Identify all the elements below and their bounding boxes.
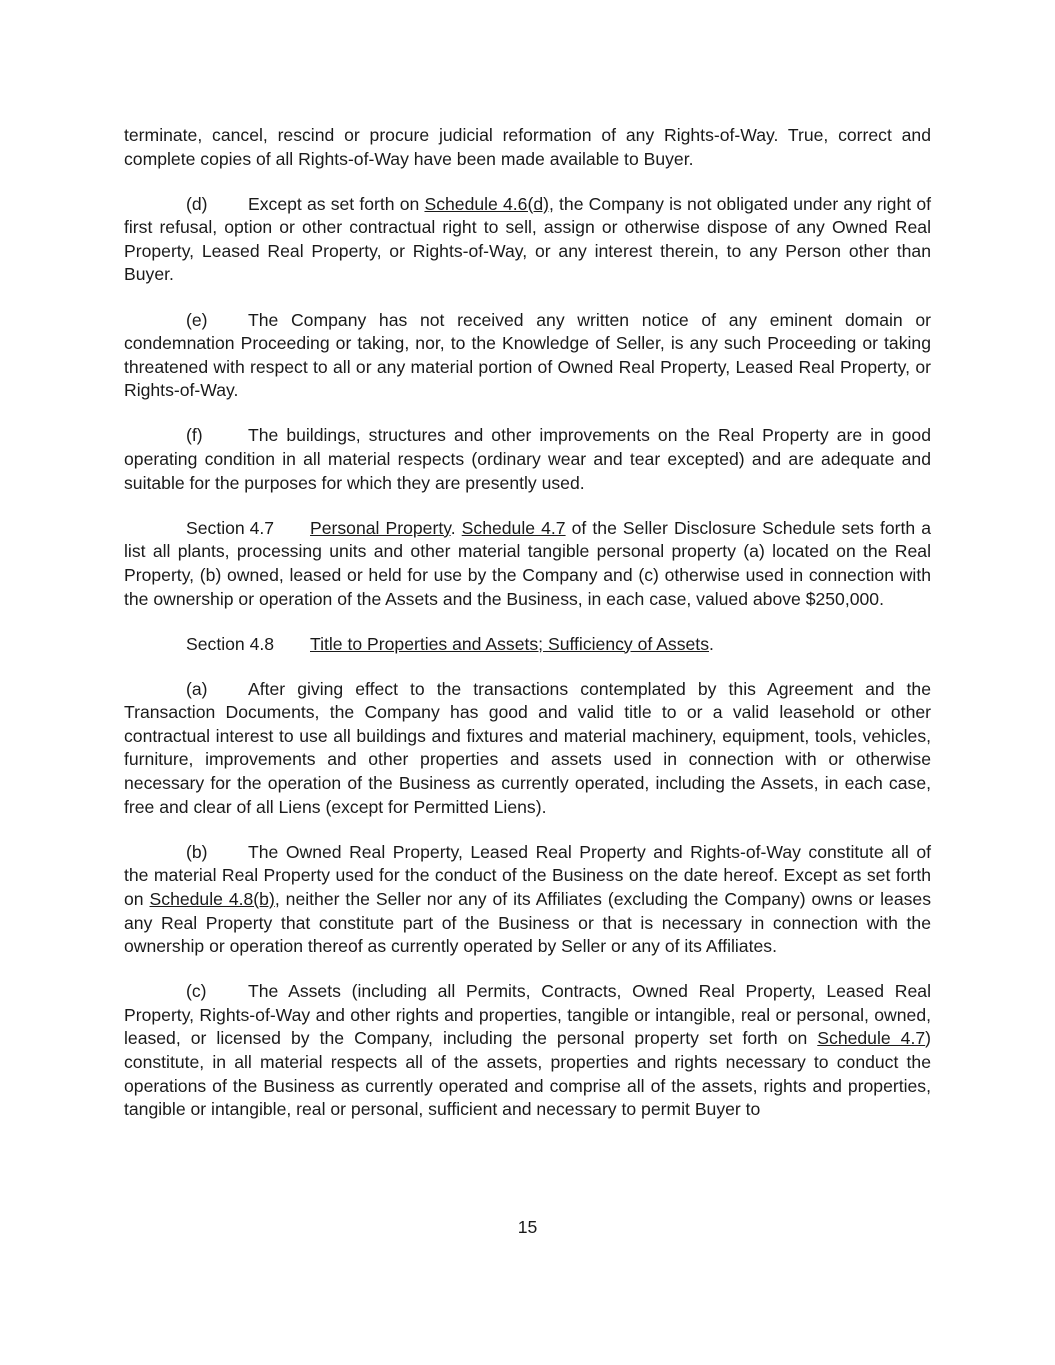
paragraph-4-8-b [124,841,931,959]
paragraph-text: The Assets (including all Permits, Contracts, Owned Real Property, Leased Real Property, Rights-of-Way and other rights and properties, tangible or intangible, real or personal, owned, leased, or licensed by the Company, including the personal property set forth on [124,981,931,1049]
paragraph-text: ) constitute, in all material respects all of the assets, properties and rights necessary to conduct the operations of the Business as currently operated and comprise all of the assets, rights and properties, tangible or intangible, real or personal, sufficient and necessary to permit Buyer to [124,1028,931,1120]
document-page [124,124,931,1122]
paragraph-4-8-a [124,678,931,820]
paragraph-4-6-e [124,309,931,403]
paragraph-4-8-c [124,980,931,1122]
paragraph-text: Except as set forth on [248,193,425,214]
section-title: Personal Property [310,517,451,538]
paragraph-text: The Company has not received any written notice of any eminent domain or condemnation Proceeding or taking, nor, to the Knowledge of Seller, is any such Proceeding or taking threatened with respect to all or any material portion of Owned Real Property, Leased Real Property, or Rights-of-Way. [124,309,931,401]
clause-label: (a) [186,678,208,699]
section-4-8-heading [124,633,931,657]
paragraph-text: . [709,633,714,654]
paragraph-text: . [450,517,462,538]
paragraph-text: , the Company is not obligated under any right of first refusal, option or other contractual right to sell, assign or otherwise dispose of any Owned Real Property, Leased Real Property, or Rights-of-Way, or any interest therein, to any Person other than Buyer. [124,193,931,285]
schedule-reference: Schedule 4.6(d) [424,193,549,214]
clause-label: (d) [186,193,208,214]
section-label: Section 4.7 [186,517,275,538]
paragraph-text: of the Seller Disclosure Schedule sets forth a list all plants, processing units and other material tangible personal property (a) located on the Real Property, (b) owned, leased or held for use by the Company and (c) otherwise used in connection with the ownership or operation of the Assets and the Business, in each case, valued above $250,000. [124,517,932,609]
section-4-7 [124,517,931,611]
schedule-reference: Schedule 4.7 [461,517,566,538]
paragraph-continuation [124,124,931,171]
paragraph-text: The buildings, structures and other improvements on the Real Property are in good operating condition in all material respects (ordinary wear and tear excepted) and are adequate and suitable for the purposes for which they are presently used. [124,425,931,493]
page-number: 15 [517,1217,538,1237]
clause-label: (f) [186,425,203,446]
paragraph-text: The Owned Real Property, Leased Real Property and Rights-of-Way constitute all of the material Real Property used for the conduct of the Business on the date hereof. Except as set forth on [124,841,931,909]
clause-label: (e) [186,309,208,330]
paragraph-text: , neither the Seller nor any of its Affiliates (excluding the Company) owns or leases any Real Property that constitute part of the Business or that is necessary in connection with the ownership or operation thereof as currently operated by Seller or any of its Affiliates. [124,888,931,957]
paragraph-text: After giving effect to the transactions contemplated by this Agreement and the Transaction Documents, the Company has good and valid title to or a valid leasehold or other contractual interest to use all buildings and fixtures and material machinery, equipment, tools, vehicles, furniture, improvements and other properties and assets used in connection with or otherwise necessary for the operation of the Business as currently operated, including the Assets, in each case, free and clear of all Liens (except for Permitted Liens). [124,678,931,817]
section-label: Section 4.8 [186,633,275,654]
paragraph-4-6-d [124,193,931,287]
schedule-reference: Schedule 4.8(b) [149,888,275,909]
clause-label: (b) [186,841,208,862]
paragraph-text: terminate, cancel, rescind or procure judicial reformation of any Rights-of-Way. True, correct and complete copies of all Rights-of-Way have been made available to Buyer. [124,125,931,169]
section-title: Title to Properties and Assets; Sufficiency of Assets [310,633,709,654]
schedule-reference: Schedule 4.7 [817,1028,926,1049]
paragraph-4-6-f [124,424,931,495]
clause-label: (c) [186,981,207,1002]
